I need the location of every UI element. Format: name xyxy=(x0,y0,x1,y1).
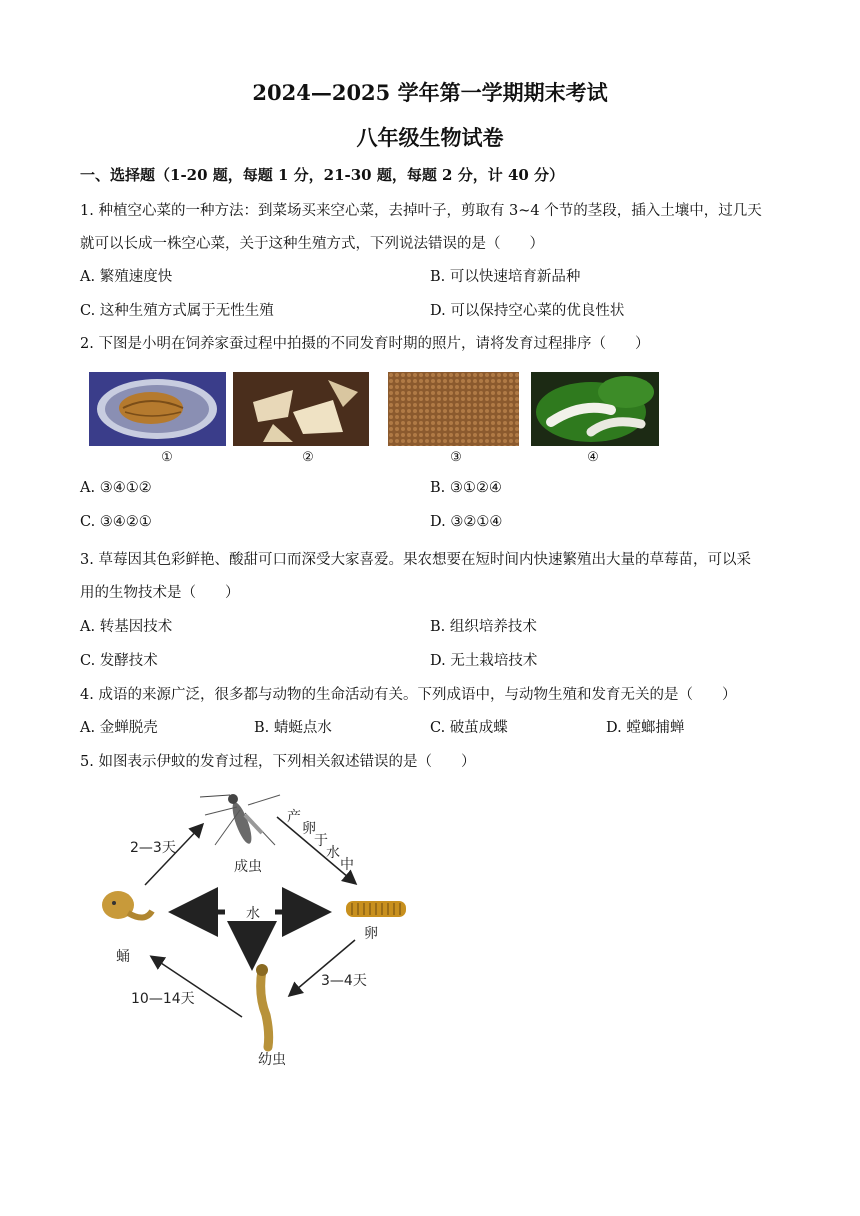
q1-option-c: C. 这种生殖方式属于无性生殖 xyxy=(80,303,274,319)
pupa-figure xyxy=(102,891,152,919)
q2-option-d: D. ③②①④ xyxy=(430,514,503,530)
label-lay-4: 水 xyxy=(326,845,340,861)
exam-subtitle: 八年级生物试卷 xyxy=(356,125,504,150)
photo-label-1: ① xyxy=(161,450,173,465)
label-lay-3: 于 xyxy=(314,833,328,849)
label-pupa: 蛹 xyxy=(116,949,130,965)
silkworm-eggs-photo xyxy=(388,372,519,446)
q4-option-b: B. 蜻蜓点水 xyxy=(254,720,332,736)
q3-stem-line-2: 用的生物技术是（ ） xyxy=(80,585,240,601)
label-lay-2: 卵 xyxy=(302,821,316,837)
q1-stem-line-2: 就可以长成一株空心菜，关于这种生殖方式，下列说法错误的是（ ） xyxy=(80,236,544,252)
q1-option-b: B. 可以快速培育新品种 xyxy=(430,269,581,285)
q2-option-c: C. ③④②① xyxy=(80,514,152,530)
q5-stem: 5. 如图表示伊蚊的发育过程，下列相关叙述错误的是（ ） xyxy=(80,754,476,770)
label-water: 水 xyxy=(246,906,260,922)
q4-option-d: D. 螳螂捕蝉 xyxy=(606,720,685,736)
exam-title: 2024—2025 学年第一学期期末考试 xyxy=(252,80,608,105)
photo-label-4: ④ xyxy=(587,450,599,465)
q3-option-c: C. 发酵技术 xyxy=(80,653,158,669)
egg-raft-figure xyxy=(346,901,406,917)
label-time-egg-larva: 3—4天 xyxy=(321,973,367,989)
silkworm-larva-photo xyxy=(531,372,659,446)
q2-option-a: A. ③④①② xyxy=(80,480,152,496)
q3-option-a: A. 转基因技术 xyxy=(80,619,173,635)
section-heading: 一、选择题（1-20 题，每题 1 分，21-30 题，每题 2 分，计 40 分） xyxy=(80,166,565,184)
q3-option-d: D. 无土栽培技术 xyxy=(430,653,538,669)
label-larva: 幼虫 xyxy=(258,1052,286,1068)
larva-figure xyxy=(256,964,269,1047)
adult-mosquito-figure xyxy=(200,794,280,846)
q2-option-b: B. ③①②④ xyxy=(430,480,502,496)
q1-stem-line-1: 1. 种植空心菜的一种方法：到菜场买来空心菜，去掉叶子，剪取有 3~4 个节的茎段，插入土壤中，过几天 xyxy=(80,203,762,219)
label-time-pupa-adult: 2—3天 xyxy=(130,840,176,856)
q2-stem: 2. 下图是小明在饲养家蚕过程中拍摄的不同发育时期的照片，请将发育过程排序（ ） xyxy=(80,336,650,352)
label-lay-1: 产 xyxy=(287,809,301,825)
photo-label-3: ③ xyxy=(450,450,462,465)
label-egg: 卵 xyxy=(364,926,378,942)
label-lay-5: 中 xyxy=(340,857,354,873)
q3-stem-line-1: 3. 草莓因其色彩鲜艳、酸甜可口而深受大家喜爱。果农想要在短时间内快速繁殖出大量的草莓苗，可以采 xyxy=(80,552,751,568)
photo-label-2: ② xyxy=(302,450,314,465)
silk-moth-photo xyxy=(233,372,369,446)
label-time-larva-pupa: 10—14天 xyxy=(131,991,195,1007)
silkworm-pupa-photo xyxy=(89,372,226,446)
q4-option-a: A. 金蝉脱壳 xyxy=(80,720,158,736)
label-adult: 成虫 xyxy=(234,859,262,875)
q4-option-c: C. 破茧成蝶 xyxy=(430,720,508,736)
q1-option-d: D. 可以保持空心菜的优良性状 xyxy=(430,303,625,319)
q3-option-b: B. 组织培养技术 xyxy=(430,619,537,635)
q1-option-a: A. 繁殖速度快 xyxy=(80,269,173,285)
q4-stem: 4. 成语的来源广泛，很多都与动物的生命活动有关。下列成语中，与动物生殖和发育无关的是（ ） xyxy=(80,687,737,703)
